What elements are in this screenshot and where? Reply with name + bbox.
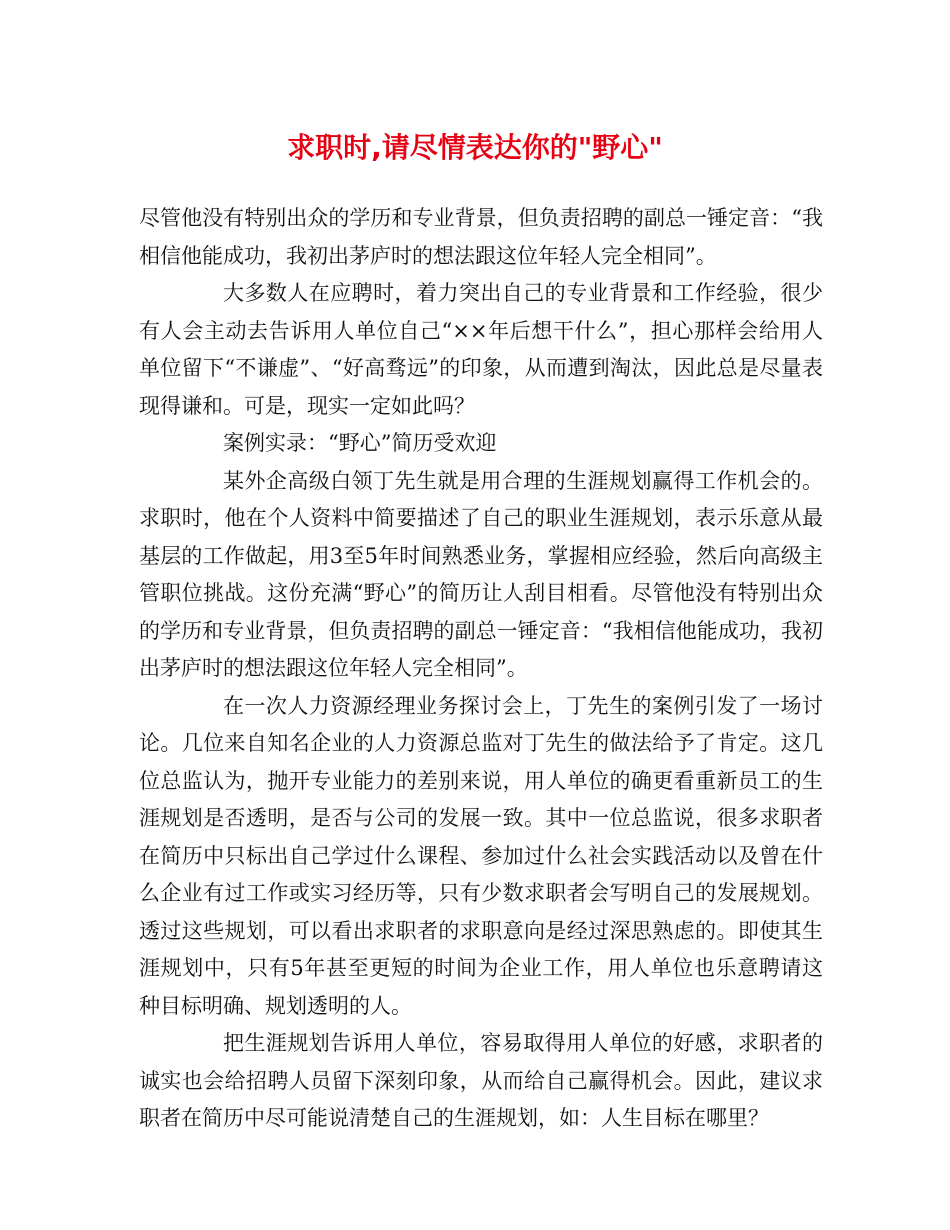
section-heading-case: 案例实录：“野心”简历受欢迎 [223,431,497,455]
document-title: 求职时,请尽情表达你的"野心" [287,131,663,164]
paragraph-advice: 把生涯规划告诉用人单位，容易取得用人单位的好感，求职者的诚实也会给招聘人员留下深刻印象，从而给自己赢得机会。因此，建议求职者在简历中尽可能说清楚自己的生涯规划，如：人生目标在哪里？ [139,1031,823,1130]
paragraph-case: 某外企高级白领丁先生就是用合理的生涯规划赢得工作机会的。求职时，他在个人资料中简要描述了自己的职业生涯规划，表示乐意从最基层的工作做起，用3至5年时间熟悉业务，掌握相应经验，然后向高级主管职位挑战。这份充满“野心”的简历让人刮目相看。尽管他没有特别出众的学历和专业背景，但负责招聘的副总一锤定音：“我相信他能成功，我初出茅庐时的想法跟这位年轻人完全相同”。 [139,468,823,680]
paragraph-intro: 尽管他没有特别出众的学历和专业背景，但负责招聘的副总一锤定音：“我相信他能成功，我初出茅庐时的想法跟这位年轻人完全相同”。 [139,206,823,268]
document-body [139,200,823,1138]
paragraph-discussion: 在一次人力资源经理业务探讨会上，丁先生的案例引发了一场讨论。几位来自知名企业的人力资源总监对丁先生的做法给予了肯定。这几位总监认为，抛开专业能力的差别来说，用人单位的确更看重新员工的生涯规划是否透明，是否与公司的发展一致。其中一位总监说，很多求职者在简历中只标出自己学过什么课程、参加过什么社会实践活动以及曾在什么企业有过工作或实习经历等，只有少数求职者会写明自己的发展规划。透过这些规划，可以看出求职者的求职意向是经过深思熟虑的。即使其生涯规划中，只有5年甚至更短的时间为企业工作，用人单位也乐意聘请这种目标明确、规划透明的人。 [139,693,823,1018]
paragraph-background: 大多数人在应聘时，着力突出自己的专业背景和工作经验，很少有人会主动去告诉用人单位自己“××年后想干什么”，担心那样会给用人单位留下“不谦虚”、“好高骛远”的印象，从而遭到淘汰，因此总是尽量表现得谦和。可是，现实一定如此吗？ [139,281,823,418]
